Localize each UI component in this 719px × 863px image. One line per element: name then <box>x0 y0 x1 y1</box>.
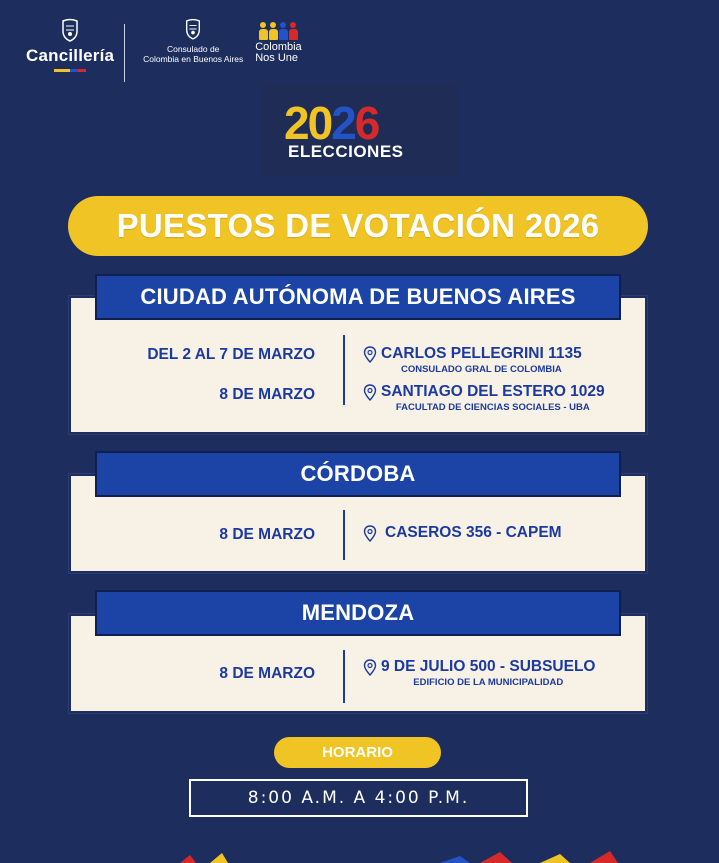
entry-address: SANTIAGO DEL ESTERO 1029 <box>381 383 605 400</box>
page-title: PUESTOS DE VOTACIÓN 2026 <box>68 196 648 256</box>
entry-date: DEL 2 AL 7 DE MARZO <box>147 346 315 363</box>
colombia-nos-une-logo <box>255 18 301 64</box>
divider-line <box>343 510 345 560</box>
header-divider <box>124 24 125 82</box>
coat-of-arms-icon <box>184 18 202 40</box>
nosune-text <box>255 42 301 64</box>
section-title-caba: CIUDAD AUTÓNOMA DE BUENOS AIRES <box>95 274 621 320</box>
section-title-cordoba: CÓRDOBA <box>95 451 621 497</box>
entry-detail: EDIFICIO DE LA MUNICIPALIDAD <box>413 677 564 688</box>
logo-label: ELECCIONES <box>288 142 404 161</box>
location-pin-icon <box>363 525 377 543</box>
location-entry <box>363 658 595 688</box>
location-entry <box>363 383 605 413</box>
consulado-logo <box>137 18 249 64</box>
horario-label: HORARIO <box>274 737 441 768</box>
horario-hours: 8:00 A.M. A 4:00 P.M. <box>189 779 528 817</box>
flag-bar <box>54 69 86 72</box>
decorative-brush-strokes <box>0 850 719 863</box>
coat-of-arms-icon <box>60 18 80 42</box>
location-pin-icon <box>363 346 377 364</box>
divider-line <box>343 335 345 405</box>
people-icon <box>259 18 298 40</box>
location-entry <box>363 345 582 375</box>
elecciones-2026-logo <box>262 84 458 176</box>
entry-address: 9 DE JULIO 500 - SUBSUELO <box>381 658 596 675</box>
divider-line <box>343 650 345 703</box>
consulado-line-1: Consulado de <box>166 44 220 54</box>
entry-date: 8 DE MARZO <box>219 526 315 543</box>
consulado-line-2: Colombia en Buenos Aires <box>143 54 244 64</box>
entry-address: CASEROS 356 - CAPEM <box>385 524 562 541</box>
location-entry <box>363 524 562 542</box>
section-title-mendoza: MENDOZA <box>95 590 621 636</box>
entry-detail: CONSULADO GRAL DE COLOMBIA <box>400 364 562 375</box>
location-pin-icon <box>363 659 377 677</box>
nosune-line-2: Nos Une <box>255 52 298 64</box>
brand-name: Cancillería <box>26 46 115 65</box>
entry-date: 8 DE MARZO <box>219 386 315 403</box>
entry-date: 8 DE MARZO <box>219 665 315 682</box>
logo-digit: 6 <box>354 97 379 149</box>
logo-digit: 0 <box>307 97 332 149</box>
entry-detail: FACULTAD DE CIENCIAS SOCIALES - UBA <box>395 402 590 413</box>
location-pin-icon <box>363 384 377 402</box>
logo-digit: 2 <box>331 97 355 149</box>
header <box>26 18 302 84</box>
cancilleria-logo <box>26 18 114 72</box>
logo-digit: 2 <box>284 97 308 149</box>
nosune-line-1: Colombia <box>255 41 302 53</box>
consulado-text <box>143 44 243 64</box>
entry-address: CARLOS PELLEGRINI 1135 <box>381 345 582 362</box>
